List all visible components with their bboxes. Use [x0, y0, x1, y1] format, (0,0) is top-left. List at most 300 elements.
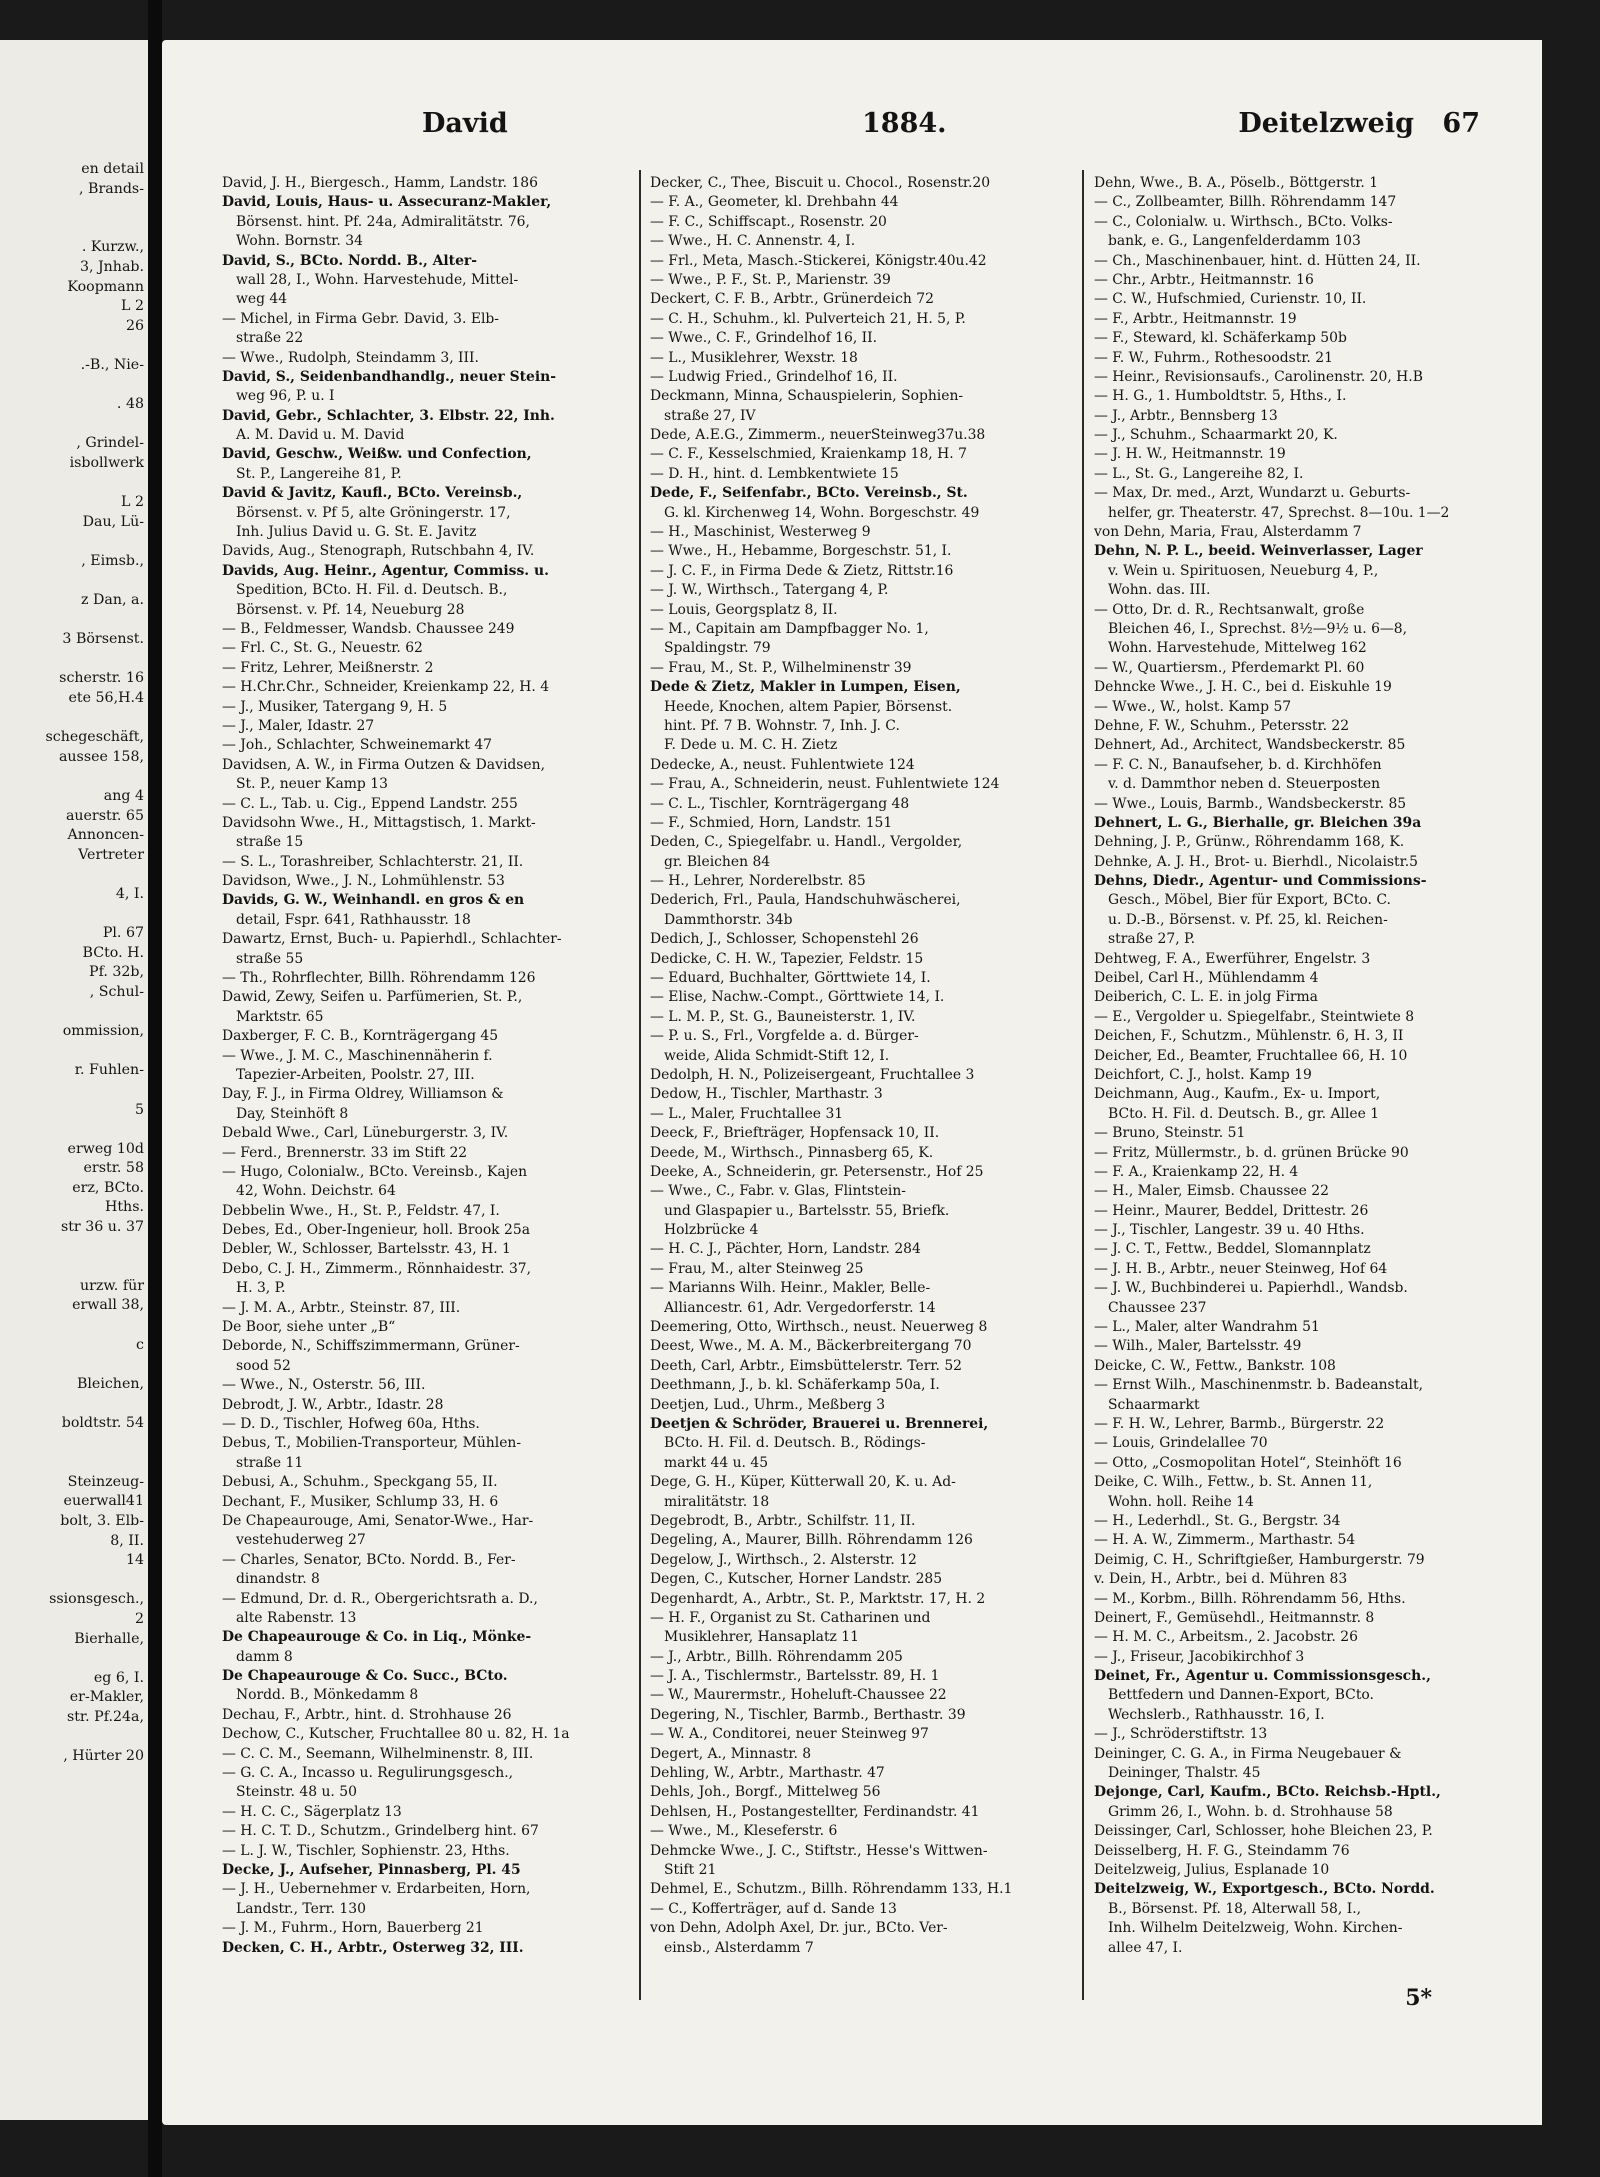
directory-entry: — J., Musiker, Tatergang 9, H. 5	[222, 698, 448, 715]
directory-entry: Debald Wwe., Carl, Lüneburgerstr. 3, IV.	[222, 1125, 509, 1142]
directory-entry: hint. Pf. 7 B. Wohnstr. 7, Inh. J. C.	[664, 717, 900, 734]
directory-entry: — D. D., Tischler, Hofweg 60a, Hths.	[222, 1416, 480, 1432]
left-page-line: scherstr. 16	[59, 670, 144, 687]
directory-entry: Nordd. B., Mönkedamm 8	[236, 1687, 419, 1704]
directory-entry: — J., Arbtr., Bennsberg 13	[1094, 407, 1278, 424]
directory-entry: Deimig, C. H., Schriftgießer, Hamburgerstr. 79	[1094, 1551, 1425, 1568]
directory-entry: — J. M., Fuhrm., Horn, Bauerberg 21	[222, 1920, 484, 1937]
directory-entry: — Ch., Maschinenbauer, hint. d. Hütten 24, II.	[1094, 252, 1421, 269]
directory-entry: Degering, N., Tischler, Barmb., Berthastr. 39	[650, 1706, 966, 1723]
directory-entry: v. Dein, H., Arbtr., bei d. Mühren 83	[1094, 1571, 1348, 1588]
directory-entry: Deiberich, C. L. E. in jolg Firma	[1094, 989, 1318, 1006]
directory-entry: — Wwe., M., Kleseferstr. 6	[650, 1823, 838, 1840]
directory-entry: Debes, Ed., Ober-Ingenieur, holl. Brook 25a	[222, 1222, 530, 1239]
directory-entry: — J., Maler, Idastr. 27	[222, 717, 375, 734]
directory-entry: Davidson, Wwe., J. N., Lohmühlenstr. 53	[222, 873, 505, 890]
directory-entry: Dehnert, Ad., Architect, Wandsbeckerstr. 85	[1094, 737, 1406, 754]
directory-entry: straße 27, P.	[1108, 931, 1195, 948]
directory-entry: — C. W., Hufschmied, Curienstr. 10, II.	[1094, 291, 1367, 308]
directory-entry: detail, Fspr. 641, Rathhausstr. 18	[236, 911, 471, 928]
directory-entry: — Marianns Wilh. Heinr., Makler, Belle-	[650, 1280, 931, 1297]
directory-entry: — Joh., Schlachter, Schweinemarkt 47	[222, 737, 493, 754]
directory-entry: Decken, C. H., Arbtr., Osterweg 32, III.	[222, 1939, 524, 1956]
directory-entry: — Frl. C., St. G., Neuestr. 62	[222, 640, 423, 657]
directory-entry: David, Louis, Haus- u. Assecuranz-Makler,	[222, 194, 552, 211]
directory-entry: Deibel, Carl H., Mühlendamm 4	[1094, 970, 1319, 987]
directory-entry: Wohn. holl. Reihe 14	[1108, 1493, 1254, 1510]
left-page-line	[0, 1120, 148, 1140]
left-page-line	[0, 199, 148, 219]
left-page-line	[0, 905, 148, 925]
directory-column-1	[222, 174, 667, 1958]
directory-entry: Davids, Aug. Heinr., Agentur, Commiss. u.	[222, 562, 549, 579]
directory-entry: markt 44 u. 45	[664, 1454, 769, 1471]
directory-entry: David, J. H., Biergesch., Hamm, Landstr. 186	[222, 175, 538, 191]
directory-entry: — Hugo, Colonialw., BCto. Vereinsb., Kajen	[222, 1163, 528, 1180]
directory-entry: Dederich, Frl., Paula, Handschuhwäscherei,	[650, 892, 961, 909]
directory-entry: Dechant, F., Musiker, Schlump 33, H. 6	[222, 1493, 499, 1510]
left-page-line: Bierhalle,	[74, 1630, 144, 1647]
directory-entry: — W. A., Conditorei, neuer Steinweg 97	[650, 1726, 929, 1743]
directory-entry: David, S., BCto. Nordd. B., Alter-	[222, 252, 478, 269]
directory-entry: Deede, M., Wirthsch., Pinnasberg 65, K.	[650, 1144, 934, 1161]
directory-entry: Dede, A.E.G., Zimmerm., neuerSteinweg37u.38	[650, 427, 986, 444]
directory-entry: — J. H. W., Heitmannstr. 19	[1094, 446, 1286, 463]
left-page-line: , Brands-	[79, 180, 144, 197]
left-page-line: . Kurzw.,	[81, 239, 144, 256]
directory-entry: Degelow, J., Wirthsch., 2. Alsterstr. 12	[650, 1551, 917, 1568]
directory-entry: — H. M. C., Arbeitsm., 2. Jacobstr. 26	[1094, 1629, 1358, 1646]
directory-entry: Davids, Aug., Stenograph, Rutschbahn 4, IV.	[222, 543, 535, 560]
directory-entry: Deden, C., Spiegelfabr. u. Handl., Vergolder,	[650, 834, 963, 851]
directory-entry: helfer, gr. Theaterstr. 47, Sprechst. 8—10u. 1—2	[1108, 504, 1450, 521]
directory-entry: Dechow, C., Kutscher, Fruchtallee 80 u. 82, H. 1a	[222, 1726, 570, 1743]
directory-entry: — L., Maler, alter Wandrahm 51	[1094, 1319, 1320, 1336]
printer-signature: 5*	[1405, 1985, 1432, 2011]
left-page-line: Hths.	[104, 1199, 144, 1216]
left-page-line	[0, 1394, 148, 1414]
directory-entry: Debo, C. J. H., Zimmerm., Rönnhaidestr. 37,	[222, 1260, 532, 1277]
directory-entry: straße 22	[236, 330, 304, 347]
directory-entry: Dehncke Wwe., J. H. C., bei d. Eiskuhle 19	[1094, 679, 1392, 696]
left-page-line: 26	[125, 317, 144, 334]
directory-entry: — G. C. A., Incasso u. Regulirungsgesch.,	[222, 1765, 514, 1782]
directory-entry: — Edmund, Dr. d. R., Obergerichtsrath a. D.,	[222, 1590, 538, 1607]
left-page-line: erstr. 58	[83, 1160, 144, 1177]
left-page-line: eg 6, I.	[93, 1669, 144, 1686]
directory-entry: Debler, W., Schlosser, Bartelsstr. 43, H. 1	[222, 1241, 511, 1258]
page-number: 67	[1442, 108, 1480, 139]
left-page-line: 3 Börsenst.	[62, 631, 144, 648]
directory-entry: — Frau, A., Schneiderin, neust. Fuhlentwiete 124	[650, 776, 1000, 793]
directory-entry: H. 3, P.	[236, 1280, 286, 1297]
book-gutter	[148, 0, 162, 2177]
directory-entry: — Frau, M., St. P., Wilhelminenstr 39	[650, 659, 912, 676]
left-page-line: Annoncen-	[67, 827, 144, 844]
directory-entry: Davidsohn Wwe., H., Mittagstisch, 1. Markt-	[222, 814, 536, 831]
directory-entry: Dehtweg, F. A., Ewerführer, Engelstr. 3	[1094, 950, 1371, 967]
directory-entry: Landstr., Terr. 130	[236, 1900, 366, 1917]
left-page-line	[0, 1316, 148, 1336]
left-page-line: ommission,	[62, 1023, 144, 1040]
left-page-line: str. Pf.24a,	[66, 1708, 144, 1725]
header-last-name: Deitelzweig	[1238, 108, 1414, 139]
directory-entry: Dawid, Zewy, Seifen u. Parfümerien, St. P.,	[222, 989, 523, 1006]
directory-entry: Steinstr. 48 u. 50	[236, 1784, 357, 1801]
directory-entry: weg 96, P. u. I	[236, 388, 335, 405]
directory-entry: — H. A. W., Zimmerm., Marthastr. 54	[1094, 1532, 1356, 1549]
directory-entry: — J. H., Uebernehmer v. Erdarbeiten, Horn,	[222, 1881, 531, 1898]
directory-entry: — F. W., Fuhrm., Rothesoodstr. 21	[1094, 349, 1333, 366]
directory-entry: — F. A., Geometer, kl. Drehbahn 44	[650, 194, 899, 211]
directory-entry: — M., Korbm., Billh. Röhrendamm 56, Hths.	[1094, 1590, 1406, 1607]
directory-entry: Deetjen & Schröder, Brauerei u. Brennerei,	[650, 1416, 989, 1432]
left-page-line	[0, 1081, 148, 1101]
directory-entry: — Heinr., Maurer, Beddel, Drittestr. 26	[1094, 1202, 1369, 1219]
left-page-line: auerstr. 65	[65, 807, 144, 824]
directory-entry: allee 47, I.	[1108, 1939, 1183, 1956]
left-page-line: bolt, 3. Elb-	[60, 1512, 144, 1529]
directory-entry: Degebrodt, B., Arbtr., Schilfstr. 11, II.	[650, 1512, 916, 1529]
directory-entry: — J. C. F., in Firma Dede & Zietz, Rittstr.16	[650, 562, 954, 579]
directory-entry: Deest, Wwe., M. A. M., Bäckerbreitergang 70	[650, 1338, 972, 1355]
directory-page	[162, 40, 1542, 2125]
left-page-line: 5	[134, 1101, 144, 1118]
left-page-line	[0, 1434, 148, 1454]
directory-entry: — Wwe., W., holst. Kamp 57	[1094, 698, 1292, 715]
directory-entry: St. P., neuer Kamp 13	[236, 776, 388, 793]
left-page-line: aussee 158,	[58, 748, 144, 765]
directory-entry: — H., Lederhdl., St. G., Bergstr. 34	[1094, 1512, 1341, 1529]
directory-entry: Schaarmarkt	[1108, 1396, 1200, 1413]
directory-entry: von Dehn, Adolph Axel, Dr. jur., BCto. Ver-	[650, 1920, 948, 1937]
left-page-line	[0, 1453, 148, 1473]
directory-entry: — C. F., Kesselschmied, Kraienkamp 18, H. 7	[650, 446, 967, 463]
directory-entry: Deeck, F., Briefträger, Hopfensack 10, II.	[650, 1125, 940, 1142]
directory-entry: Gesch., Möbel, Bier für Export, BCto. C.	[1108, 892, 1391, 909]
left-page-line: isbollwerk	[69, 454, 144, 471]
directory-entry: Dedicke, C. H. W., Tapezier, Feldstr. 15	[650, 950, 924, 967]
left-page-line	[0, 376, 148, 396]
left-page-line	[0, 611, 148, 631]
directory-entry: — H. C. T. D., Schutzm., Grindelberg hint. 67	[222, 1823, 539, 1840]
directory-entry: — Wwe., H., Hebamme, Borgeschstr. 51, I.	[650, 543, 952, 560]
directory-entry: Davids, G. W., Weinhandl. en gros & en	[222, 892, 525, 909]
directory-entry: Dehlsen, H., Postangestellter, Ferdinandstr. 41	[650, 1803, 980, 1820]
directory-entry: Deetjen, Lud., Uhrm., Meßberg 3	[650, 1396, 886, 1413]
directory-entry: Deborde, N., Schiffszimmermann, Grüner-	[222, 1338, 520, 1355]
directory-entry: — Otto, „Cosmopolitan Hotel“, Steinhöft 16	[1094, 1454, 1402, 1471]
directory-entry: straße 15	[236, 834, 304, 851]
directory-entry: Dehn, Wwe., B. A., Pöselb., Böttgerstr. 1	[1094, 175, 1379, 191]
left-page-line: erwall 38,	[72, 1297, 144, 1314]
directory-entry: Dedolph, H. N., Polizeisergeant, Fruchtallee 3	[650, 1066, 975, 1083]
directory-entry: Dehns, Diedr., Agentur- und Commissions-	[1094, 873, 1427, 890]
directory-entry: Marktstr. 65	[236, 1008, 324, 1025]
directory-entry: Dehling, W., Arbtr., Marthastr. 47	[650, 1765, 885, 1782]
directory-entry: — W., Quartiersm., Pferdemarkt Pl. 60	[1094, 659, 1365, 676]
directory-entry: — B., Feldmesser, Wandsb. Chaussee 249	[222, 620, 515, 637]
directory-entry: Degen, C., Kutscher, Horner Landstr. 285	[650, 1571, 943, 1588]
directory-entry: damm 8	[236, 1648, 293, 1665]
directory-entry: — J. W., Buchbinderei u. Papierhdl., Wandsb.	[1094, 1280, 1408, 1297]
directory-entry: — J., Friseur, Jacobikirchhof 3	[1094, 1648, 1305, 1665]
left-page-line	[0, 1355, 148, 1375]
directory-entry: — W., Maurermstr., Hoheluft-Chaussee 22	[650, 1687, 947, 1704]
directory-entry: Wohn. das. III.	[1108, 582, 1211, 599]
left-page-line: str 36 u. 37	[60, 1219, 144, 1236]
directory-entry: u. D.-B., Börsenst. v. Pf. 25, kl. Reichen-	[1108, 911, 1388, 928]
directory-entry: miralitätstr. 18	[664, 1493, 770, 1510]
left-page-line	[0, 865, 148, 885]
directory-entry: Debbelin Wwe., H., St. P., Feldstr. 47, I.	[222, 1202, 500, 1219]
directory-entry: weide, Alida Schmidt-Stift 12, I.	[664, 1047, 890, 1064]
directory-entry: Deininger, Thalstr. 45	[1108, 1765, 1261, 1782]
left-page-line	[0, 1238, 148, 1258]
directory-entry: — L., Maler, Fruchtallee 31	[650, 1105, 844, 1122]
directory-entry: — Eduard, Buchhalter, Görttwiete 14, I.	[650, 970, 931, 987]
directory-entry: — H., Maler, Eimsb. Chaussee 22	[1094, 1183, 1329, 1200]
left-page-line	[0, 219, 148, 239]
directory-entry: David, S., Seidenbandhandlg., neuer Stein-	[222, 368, 557, 385]
directory-entry: — Chr., Arbtr., Heitmannstr. 16	[1094, 271, 1314, 288]
directory-entry: dinandstr. 8	[236, 1571, 320, 1588]
directory-entry: Bleichen 46, I., Sprechst. 8½—9½ u. 6—8,	[1108, 620, 1408, 637]
directory-entry: — Wwe., H. C. Annenstr. 4, I.	[650, 233, 856, 250]
left-page-line: boldtstr. 54	[61, 1415, 144, 1431]
directory-entry: bank, e. G., Langenfelderdamm 103	[1108, 233, 1361, 250]
directory-entry: — H., Maschinist, Westerweg 9	[650, 524, 871, 541]
left-page-line: erz, BCto.	[72, 1179, 144, 1196]
left-page-line: z Dan, a.	[81, 592, 144, 609]
left-page-line	[0, 1571, 148, 1591]
directory-entry: Dehmcke Wwe., J. C., Stiftstr., Hesse's Wittwen-	[650, 1842, 988, 1859]
directory-entry: BCto. H. Fil. d. Deutsch. B., Rödings-	[664, 1435, 926, 1452]
directory-entry: Inh. Wilhelm Deitelzweig, Wohn. Kirchen-	[1108, 1920, 1403, 1937]
directory-entry: Musiklehrer, Hansaplatz 11	[664, 1629, 859, 1646]
directory-entry: — F., Steward, kl. Schäferkamp 50b	[1094, 330, 1347, 347]
directory-entry: — Frau, M., alter Steinweg 25	[650, 1260, 864, 1277]
directory-entry: — Ernst Wilh., Maschinenmstr. b. Badeanstalt,	[1094, 1377, 1423, 1394]
directory-entry: — Wwe., C. F., Grindelhof 16, II.	[650, 330, 878, 347]
left-page-line: 3, Jnhab.	[79, 258, 144, 275]
directory-entry: Dedich, J., Schlosser, Schopenstehl 26	[650, 931, 919, 948]
directory-entry: Dawartz, Ernst, Buch- u. Papierhdl., Schlachter-	[222, 931, 562, 948]
directory-entry: 42, Wohn. Deichstr. 64	[236, 1183, 396, 1200]
directory-entry: wall 28, I., Wohn. Harvestehude, Mittel-	[236, 271, 519, 288]
directory-entry: — J., Schröderstiftstr. 13	[1094, 1726, 1268, 1743]
header-first-name: David	[422, 108, 508, 139]
left-page-line: 4, I.	[115, 885, 144, 902]
left-page-line: .-B., Nie-	[80, 356, 144, 373]
directory-entry: Börsenst. hint. Pf. 24a, Admiralitätstr. 76,	[236, 213, 530, 230]
left-page-line: ete 56,H.4	[68, 690, 144, 707]
directory-entry: De Chapeaurouge & Co. Succ., BCto.	[222, 1668, 508, 1685]
directory-entry: — Ludwig Fried., Grindelhof 16, II.	[650, 368, 898, 385]
directory-entry: und Glaspapier u., Bartelsstr. 55, Briefk.	[664, 1202, 950, 1219]
directory-entry: — Louis, Grindelallee 70	[1094, 1435, 1268, 1452]
directory-entry: Deichmann, Aug., Kaufm., Ex- u. Import,	[1094, 1086, 1381, 1103]
left-page-line	[0, 1257, 148, 1277]
directory-entry: — L., Musiklehrer, Wexstr. 18	[650, 349, 858, 366]
left-page-line	[0, 767, 148, 787]
directory-entry: — Fritz, Lehrer, Meißnerstr. 2	[222, 659, 434, 676]
directory-entry: Dede & Zietz, Makler in Lumpen, Eisen,	[650, 679, 961, 696]
directory-entry: Debusi, A., Schuhm., Speckgang 55, II.	[222, 1474, 498, 1491]
directory-entry: St. P., Langereihe 81, P.	[236, 465, 402, 482]
left-page-line	[0, 650, 148, 670]
directory-entry: — Fritz, Müllermstr., b. d. grünen Brücke 90	[1094, 1144, 1409, 1161]
directory-entry: — C., Kofferträger, auf d. Sande 13	[650, 1900, 897, 1917]
directory-entry: Tapezier-Arbeiten, Poolstr. 27, III.	[236, 1066, 475, 1083]
directory-entry: — F. C. N., Banaufseher, b. d. Kirchhöfen	[1094, 756, 1382, 773]
left-page-fragment	[0, 40, 148, 2120]
directory-entry: Deeke, A., Schneiderin, gr. Petersenstr., Hof 25	[650, 1163, 984, 1180]
left-page-line	[0, 474, 148, 494]
directory-entry: De Chapeaurouge, Ami, Senator-Wwe., Har-	[222, 1512, 534, 1529]
directory-entry: Deike, C. Wilh., Fettw., b. St. Annen 11,	[1094, 1474, 1373, 1491]
directory-entry: — J. A., Tischlermstr., Bartelsstr. 89, H. 1	[650, 1668, 940, 1685]
directory-entry: Deeth, Carl, Arbtr., Eimsbüttelerstr. Terr. 52	[650, 1357, 962, 1374]
left-page-text-column	[0, 160, 148, 1767]
left-page-line: Dau, Lü-	[82, 513, 144, 530]
left-page-line: euerwall41	[63, 1493, 144, 1510]
directory-entry: B., Börsenst. Pf. 18, Alterwall 58, I.,	[1108, 1900, 1362, 1917]
directory-entry: Börsenst. v. Pf. 14, Neueburg 28	[236, 601, 465, 618]
directory-entry: — Michel, in Firma Gebr. David, 3. Elb-	[222, 310, 500, 327]
left-page-line: ssionsgesch.,	[49, 1591, 144, 1608]
left-page-line: BCto. H.	[82, 944, 144, 961]
directory-entry: — D. H., hint. d. Lembkentwiete 15	[650, 465, 899, 482]
directory-column-2	[650, 174, 1095, 1958]
directory-entry: Dejonge, Carl, Kaufm., BCto. Reichsb.-Hptl.,	[1094, 1784, 1441, 1801]
directory-entry: Bettfedern und Dannen-Export, BCto.	[1108, 1687, 1374, 1704]
left-page-line: , Grindel-	[76, 435, 144, 452]
directory-entry: Deinert, F., Gemüsehdl., Heitmannstr. 8	[1094, 1609, 1375, 1626]
directory-entry: Dehn, N. P. L., beeid. Weinverlasser, Lager	[1094, 543, 1423, 560]
directory-entry: v. Wein u. Spirituosen, Neueburg 4, P.,	[1108, 562, 1379, 579]
directory-entry: Inh. Julius David u. G. St. E. Javitz	[236, 524, 477, 541]
directory-entry: — C. L., Tischler, Kornträgergang 48	[650, 795, 910, 812]
directory-entry: — H. C. C., Sägerplatz 13	[222, 1803, 402, 1820]
directory-entry: Deemering, Otto, Wirthsch., neust. Neuerweg 8	[650, 1319, 988, 1336]
directory-entry: — Louis, Georgsplatz 8, II.	[650, 601, 838, 618]
directory-entry: — Ferd., Brennerstr. 33 im Stift 22	[222, 1144, 468, 1161]
directory-entry: sood 52	[236, 1357, 291, 1374]
left-page-line	[0, 532, 148, 552]
directory-entry: David, Geschw., Weißw. und Confection,	[222, 446, 532, 463]
directory-entry: — F. A., Kraienkamp 22, H. 4	[1094, 1163, 1299, 1180]
directory-entry: — Wwe., Louis, Barmb., Wandsbeckerstr. 85	[1094, 795, 1407, 812]
directory-entry: Degenhardt, A., Arbtr., St. P., Marktstr. 17, H. 2	[650, 1590, 986, 1607]
directory-entry: G. kl. Kirchenweg 14, Wohn. Borgeschstr. 49	[664, 504, 980, 521]
left-page-line: urzw. für	[79, 1277, 144, 1294]
directory-entry: Davidsen, A. W., in Firma Outzen & Davidsen,	[222, 756, 545, 773]
directory-entry: Wohn. Bornstr. 34	[236, 233, 363, 250]
directory-entry: — J. C. T., Fettw., Beddel, Slomannplatz	[1094, 1241, 1371, 1258]
directory-entry: Day, Steinhöft 8	[236, 1105, 349, 1122]
directory-entry: Deinet, Fr., Agentur u. Commissionsgesch.,	[1094, 1668, 1431, 1685]
directory-entry: gr. Bleichen 84	[664, 853, 771, 870]
directory-entry: — H.Chr.Chr., Schneider, Kreienkamp 22, H. 4	[222, 679, 550, 696]
directory-entry: — Wilh., Maler, Bartelsstr. 49	[1094, 1338, 1302, 1355]
left-page-line: , Eimsb.,	[81, 552, 144, 569]
directory-entry: Dehmel, E., Schutzm., Billh. Röhrendamm 133, H.1	[650, 1881, 1013, 1898]
directory-entry: Debrodt, J. W., Arbtr., Idastr. 28	[222, 1396, 444, 1413]
directory-entry: Deichen, F., Schutzm., Mühlenstr. 6, H. 3, II	[1094, 1028, 1404, 1045]
directory-entry: — Heinr., Revisionsaufs., Carolinenstr. 20, H.B	[1094, 368, 1423, 385]
directory-entry: Dede, F., Seifenfabr., BCto. Vereinsb., St.	[650, 485, 968, 502]
directory-entry: Deckmann, Minna, Schauspielerin, Sophien-	[650, 388, 964, 405]
directory-entry: Dehls, Joh., Borgf., Mittelweg 56	[650, 1784, 881, 1801]
directory-entry: Dege, G. H., Küper, Kütterwall 20, K. u. Ad-	[650, 1474, 956, 1491]
directory-entry: von Dehn, Maria, Frau, Alsterdamm 7	[1094, 524, 1362, 541]
directory-entry: straße 11	[236, 1454, 304, 1471]
directory-entry: Dammthorstr. 34b	[664, 911, 793, 928]
directory-entry: — Wwe., C., Fabr. v. Glas, Flintstein-	[650, 1183, 907, 1200]
directory-entry: Wechslerb., Rathhausstr. 16, I.	[1108, 1706, 1325, 1723]
directory-entry: — H. F., Organist zu St. Catharinen und	[650, 1609, 931, 1626]
directory-entry: Deicke, C. W., Fettw., Bankstr. 108	[1094, 1357, 1336, 1374]
directory-entry: — C., Zollbeamter, Billh. Röhrendamm 147	[1094, 194, 1397, 211]
directory-column-3	[1094, 174, 1539, 1958]
directory-entry: Chaussee 237	[1108, 1299, 1207, 1316]
directory-entry: Dedecke, A., neust. Fuhlentwiete 124	[650, 756, 915, 773]
left-page-line: , Schul-	[89, 983, 144, 1000]
directory-entry: De Chapeaurouge & Co. in Liq., Mönke-	[222, 1629, 532, 1646]
left-page-line: 14	[125, 1552, 144, 1569]
directory-entry: — L. J. W., Tischler, Sophienstr. 23, Hths.	[222, 1842, 510, 1859]
directory-entry: Heede, Knochen, altem Papier, Börsenst.	[664, 698, 953, 715]
directory-entry: Deicher, Ed., Beamter, Fruchtallee 66, H. 10	[1094, 1047, 1408, 1064]
left-page-line: Vertreter	[78, 846, 144, 863]
directory-entry: — S. L., Torashreiber, Schlachterstr. 21, II.	[222, 853, 524, 870]
directory-entry: — Bruno, Steinstr. 51	[1094, 1125, 1246, 1142]
left-page-line: 2	[134, 1610, 144, 1627]
directory-entry: — F. C., Schiffscapt., Rosenstr. 20	[650, 213, 887, 230]
left-page-line: ang 4	[103, 788, 144, 804]
directory-entry: weg 44	[236, 291, 288, 308]
directory-entry: Deethmann, J., b. kl. Schäferkamp 50a, I.	[650, 1377, 940, 1394]
directory-entry: straße 27, IV	[664, 407, 756, 424]
directory-entry: — C. C. M., Seemann, Wilhelminenstr. 8, III.	[222, 1745, 534, 1762]
directory-entry: v. d. Dammthor neben d. Steuerposten	[1108, 776, 1381, 793]
left-page-line: Pl. 67	[102, 925, 144, 942]
directory-entry: — J., Schuhm., Schaarmarkt 20, K.	[1094, 427, 1338, 444]
directory-entry: — Wwe., N., Osterstr. 56, III.	[222, 1377, 426, 1394]
directory-entry: — Wwe., J. M. C., Maschinennäherin f.	[222, 1047, 493, 1064]
directory-entry: — J. H. B., Arbtr., neuer Steinweg, Hof 64	[1094, 1260, 1388, 1277]
left-page-line	[0, 1649, 148, 1669]
directory-entry: — M., Capitain am Dampfbagger No. 1,	[650, 620, 929, 637]
directory-entry: — C. L., Tab. u. Cig., Eppend Landstr. 255	[222, 795, 518, 812]
directory-entry: De Boor, siehe unter „B“	[222, 1319, 396, 1336]
directory-entry: Dehnert, L. G., Bierhalle, gr. Bleichen 39a	[1094, 814, 1422, 831]
directory-entry: — Wwe., Rudolph, Steindamm 3, III.	[222, 349, 479, 366]
directory-entry: Dehne, F. W., Schuhm., Petersstr. 22	[1094, 717, 1350, 734]
left-page-line: . 48	[116, 396, 144, 413]
directory-entry: Degeling, A., Maurer, Billh. Röhrendamm 126	[650, 1532, 973, 1549]
directory-entry: — J., Arbtr., Billh. Röhrendamm 205	[650, 1648, 903, 1665]
directory-entry: — L. M. P., St. G., Bauneisterstr. 1, IV.	[650, 1008, 916, 1025]
directory-entry: — Frl., Meta, Masch.-Stickerei, Königstr.40u.42	[650, 252, 987, 269]
directory-entry: — P. u. S., Frl., Vorgfelde a. d. Bürger-	[650, 1028, 919, 1045]
directory-entry: Stift 21	[664, 1861, 717, 1878]
left-page-line	[0, 336, 148, 356]
directory-entry: Dedow, H., Tischler, Marthastr. 3	[650, 1086, 883, 1103]
directory-entry: Dehning, J. P., Grünw., Röhrendamm 168, K.	[1094, 834, 1405, 851]
directory-entry: einsb., Alsterdamm 7	[664, 1939, 814, 1956]
